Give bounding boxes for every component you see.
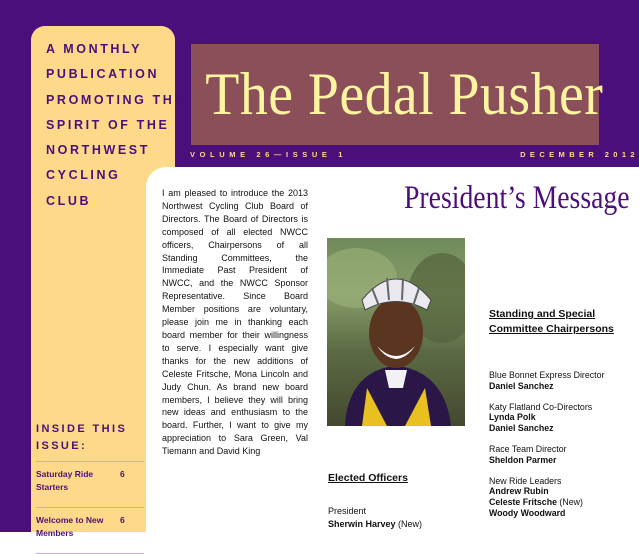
member-name: Celeste Fritsche: [489, 497, 557, 508]
committee-role: New Ride Leaders: [489, 475, 562, 486]
toc-item[interactable]: [36, 462, 144, 508]
officer-note: (New): [398, 519, 423, 529]
inside-issue-list: [36, 461, 144, 554]
masthead-box: [191, 44, 604, 145]
committee-member: [489, 486, 639, 497]
tagline-line: CLUB: [46, 193, 92, 208]
committee-heading: Standing and Special Committee Chairpersons: [489, 308, 614, 335]
member-name: Daniel Sanchez: [489, 423, 554, 434]
officer-role: President: [328, 506, 367, 516]
tagline-line: NORTHWEST: [46, 143, 150, 158]
member-name: Lynda Polk: [489, 412, 536, 423]
elected-officers-heading: Elected Officers: [328, 472, 408, 484]
toc-item-label: Saturday Ride Starters: [36, 469, 94, 492]
toc-item-label: Welcome to New Members: [36, 515, 104, 538]
issue-date: DECEMBER 2012: [520, 150, 639, 159]
article-title: President’s Message: [404, 180, 630, 216]
committee-member: [489, 412, 639, 423]
committee-role: Katy Flatland Co-Directors: [489, 401, 593, 412]
article-body: I am pleased to introduce the 2013 Northwest Cycling Club Board of Directors. The Board of Directors is composed of all elected NWCC officers, Chairpersons of all Standing Committees, the Immediate Past President of NWCC, and the NWCC Sponsor Representative. Since Board Member positions are voluntary, please join me in thanking each board member for their willingness to serve. I especially want give thanks for the new additions of Celeste Fritsche, Mona Lincoln and Judy Chun. As brand new board members, I believe they will bring new ideas and enthusiasm to the board. Further, I want to give my appreciation to Sara Green, Val Tiemann and David King: [162, 188, 308, 457]
member-name: Sheldon Parmer: [489, 454, 557, 465]
officer-name-line: [328, 519, 422, 529]
cyclist-portrait-image: [327, 238, 465, 426]
committee-member: [489, 497, 639, 508]
tagline-line: PUBLICATION: [46, 67, 160, 82]
tagline-line: CYCLING: [46, 168, 121, 183]
newsletter-title: The Pedal Pusher: [205, 61, 604, 127]
committee-list: [489, 370, 639, 529]
toc-item[interactable]: [36, 508, 144, 554]
committee-group: [489, 476, 639, 519]
member-note: (New): [556, 497, 583, 508]
committee-member: [489, 381, 639, 392]
president-photo: [327, 238, 465, 426]
committee-member: [489, 508, 639, 519]
committee-group: [489, 370, 639, 392]
inside-issue-heading: INSIDE THIS ISSUE:: [36, 423, 128, 452]
tagline-line: SPIRIT OF THE: [46, 117, 170, 132]
committee-group: [489, 402, 639, 434]
committee-group: [489, 444, 639, 466]
toc-item-page: 6: [120, 515, 125, 525]
member-name: Andrew Rubin: [489, 486, 549, 497]
committee-member: [489, 455, 639, 466]
toc-item-page: 6: [120, 469, 125, 479]
tagline-line: PROMOTING THE: [46, 92, 186, 107]
committee-member: [489, 423, 639, 434]
committee-role: Blue Bonnet Express Director: [489, 370, 605, 380]
volume-issue: VOLUME 26—ISSUE 1: [190, 150, 347, 159]
tagline-line: A MONTHLY: [46, 42, 143, 56]
officer-name: Sherwin Harvey: [328, 519, 396, 529]
member-name: Woody Woodward: [489, 507, 566, 518]
committee-role: Race Team Director: [489, 443, 567, 454]
member-name: Daniel Sanchez: [489, 380, 554, 391]
